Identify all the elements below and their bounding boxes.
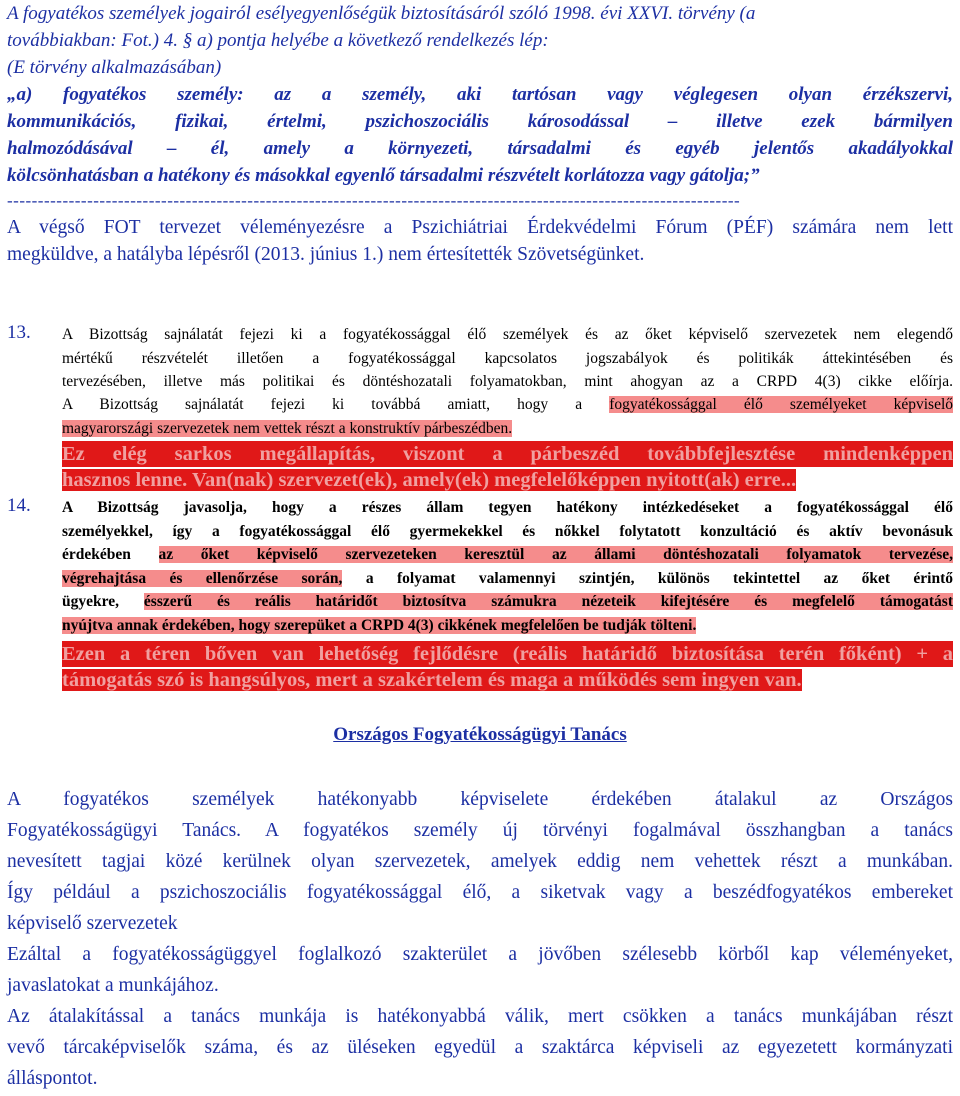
item-14-line-6 [62, 614, 953, 638]
definition-line-3: halmozódásával – él, amely a környezeti, társadalmi és egyéb jelentős akadályokkal [7, 138, 953, 159]
definition-line-4: kölcsönhatásban a hatékony és másokkal egyenlő társadalmi részvételt korlátozza vagy gátolja;” [7, 165, 760, 186]
highlight-crpd-role: nyújtva annak érdekében, hogy szerepüket a CRPD 4(3) cikkének megfelelően be tudják tölteni. [62, 616, 697, 634]
note-line-1: A végső FOT tervezet véleményezésre a Pszichiátriai Érdekvédelmi Fórum (PÉF) számára nem lett [7, 217, 953, 238]
citation-line-1: A fogyatékos személyek jogairól esélyegyenlőségük biztosításáról szóló 1998. évi XXVI. törvény (a [7, 3, 756, 24]
item-13-text [62, 323, 953, 394]
highlight-hungarian-orgs: magyarországi szervezetek nem vettek részt a konstruktív párbeszédben. [62, 419, 513, 437]
item-13-line-2: mértékű részvételét illetően a fogyatékossággal kapcsolatos jogszabályok és politikák áttekintésében és [62, 349, 953, 367]
separator-line: ----------------------------------------------------------------------------------------------------------------------- [7, 191, 741, 210]
citation-line-2: továbbiakban: Fot.) 4. § a) pontja helyébe a következő rendelkezés lép: [7, 30, 549, 51]
highlight-deadline: ésszerű és reális határidőt biztosítva számukra nézeteik kifejtésére és megfelelő támogatást [143, 593, 953, 610]
highlight-implementation: végrehajtása és ellenőrzése során, [62, 569, 343, 587]
highlight-via-orgs: az őket képviselő szervezeteken keresztül az állami döntéshozatali folyamatok tervezése, [158, 546, 953, 563]
item-13-line-5 [62, 417, 953, 441]
item-13-line-3: tervezésében, illetve más politikai és döntéshozatali folyamatokban, mint ahogyan az a CRPD 4(3) cikke előírja. [62, 373, 953, 390]
item-14-comment-line-2: támogatás szó is hangsúlyos, mert a szakértelem és maga a működés sem ingyen van. [62, 669, 802, 691]
item-14-comment-line-1: Ezen a téren bőven van lehetőség fejlődésre (reális határidő biztosítása terén főként) + a [62, 643, 953, 665]
council-line-2: Fogyatékosságügyi Tanács. A fogyatékos személy új törvényi fogalmával összhangban a tanács [7, 820, 953, 841]
note-line-2: megküldve, a hatályba lépésről (2013. június 1.) nem értesítették Szövetségünket. [7, 244, 645, 265]
note-paragraph [7, 214, 953, 268]
council-line-4: Így például a pszichoszociális fogyatékossággal élő, a siketvak vagy a beszédfogyatékos embereket [7, 882, 953, 903]
definition-line-2: kommunikációs, fizikai, értelmi, pszichoszociális károsodással – illetve ezek bármilyen [7, 111, 953, 132]
council-line-10: álláspontot. [7, 1068, 98, 1089]
item-13-number: 13. [7, 322, 31, 343]
council-line-9: vevő tárcaképviselők száma, és az üléseken egyedül a szaktárca képviseli az egyezetett kormányzati [7, 1037, 953, 1058]
council-line-8: Az átalakítással a tanács munkája is hatékonyabbá válik, mert csökken a tanács munkájában részt [7, 1006, 953, 1027]
council-line-5: képviselő szervezetek [7, 913, 178, 934]
definition-line-1: „a) fogyatékos személy: az a személy, aki tartósan vagy véglegesen olyan érzékszervi, [7, 84, 953, 105]
council-line-3: nevesített tagjai közé kerülnek olyan szervezetek, amelyek eddig nem vehettek részt a munkában. [7, 851, 953, 872]
item-14-text [62, 496, 953, 637]
item-14-line-1: A Bizottság javasolja, hogy a részes állam tegyen hatékony intézkedéseket a fogyatékossággal élő [62, 499, 953, 516]
council-line-6: Ezáltal a fogyatékosságüggyel foglalkozó szakterület a jövőben szélesebb körből kap véleményeket, [7, 944, 953, 965]
item-14-line-4: végrehajtása és ellenőrzése során, a folyamat valamennyi szintjén, különös tekintettel az őket érintő [62, 569, 954, 587]
item-13-comment-line-2: hasznos lenne. Van(nak) szervezet(ek), amely(ek) megfelelőképpen nyitott(ak) erre... [62, 469, 797, 491]
item-14-number: 14. [7, 495, 31, 516]
item-13-comment-line-1: Ez elég sarkos megállapítás, viszont a párbeszéd továbbfejlesztése mindenképpen [62, 443, 953, 465]
council-line-7: javaslatokat a munkájához. [7, 975, 219, 996]
council-line-1: A fogyatékos személyek hatékonyabb képviselete érdekében átalakul az Országos [7, 789, 953, 810]
item-13-comment [62, 441, 953, 493]
citation-line-3: (E törvény alkalmazásában) [7, 57, 222, 78]
item-14-comment [62, 641, 953, 693]
item-14-line-3: érdekében az őket képviselő szervezeteken keresztül az állami döntéshozatali folyamatok tervezése, [62, 546, 953, 563]
item-13-highlight-text [62, 393, 953, 440]
law-citation [7, 0, 953, 81]
item-14-line-2: személyekkel, így a fogyatékossággal élő gyermekekkel és nőkkel folytatott konzultáció és aktív bevonásuk [62, 522, 953, 540]
council-paragraph [7, 784, 953, 1094]
highlight-representing-orgs: fogyatékossággal élő személyeket képviselő [609, 396, 953, 413]
item-13-line-4: A Bizottság sajnálatát fejezi ki továbbá amiatt, hogy a fogyatékossággal élő személyeket képviselő [62, 396, 953, 413]
quoted-definition [7, 81, 953, 189]
item-13-line-1: A Bizottság sajnálatát fejezi ki a fogyatékossággal élő személyek és az őket képviselő szervezetek nem elegendő [62, 326, 953, 343]
item-14-line-5: ügyekre, ésszerű és reális határidőt biztosítva számukra nézeteik kifejtésére és megfelelő támogatást [62, 593, 953, 610]
section-heading: Országos Fogyatékosságügyi Tanács [333, 724, 627, 745]
